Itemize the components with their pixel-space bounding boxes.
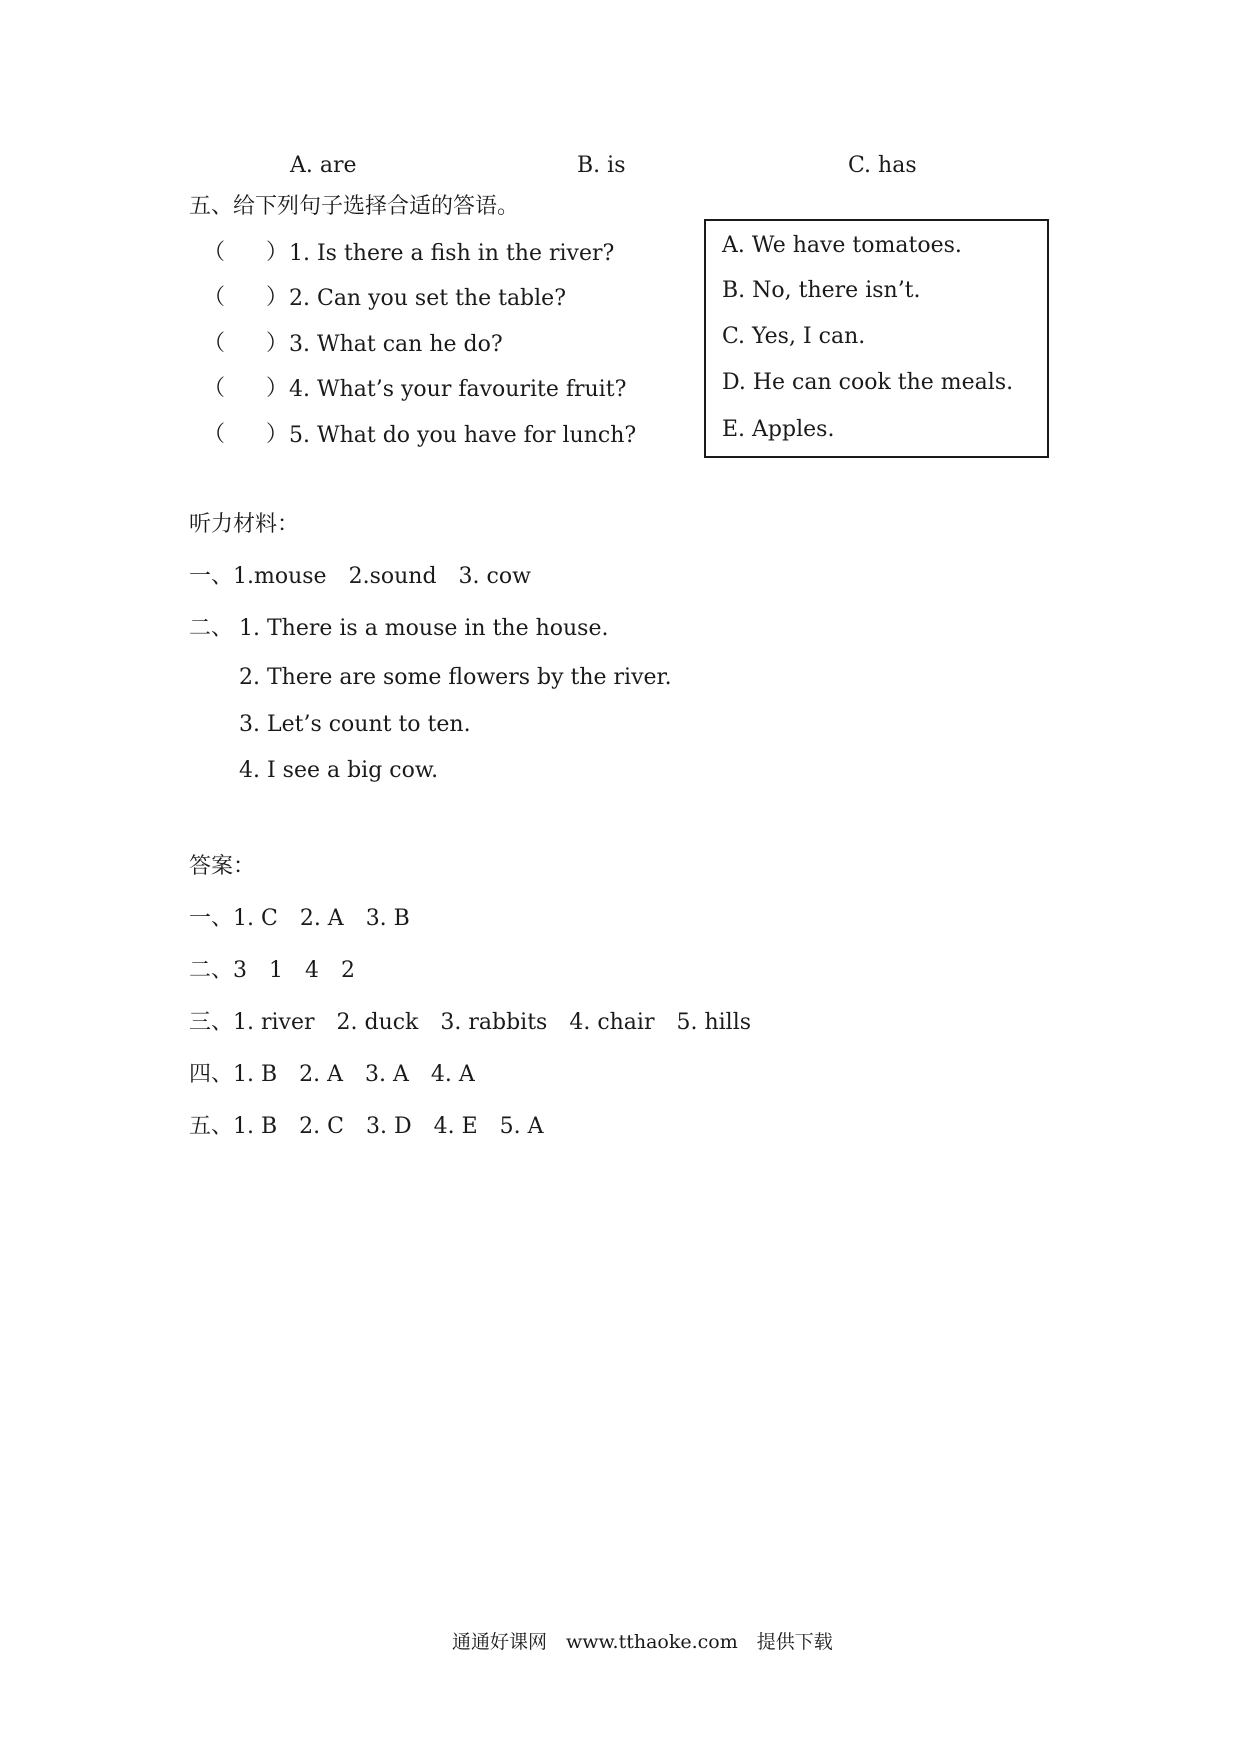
answer-line-3: 三、1. river 2. duck 3. rabbits 4. chair 5. hills <box>189 1010 752 1035</box>
footer-source: 通通好课网 www.tthaoke.com 提供下载 <box>452 1631 833 1653</box>
listening-sentence-4: 4. I see a big cow. <box>239 758 439 783</box>
question-3: 3. What can he do? <box>289 332 503 357</box>
listening-sentence-1: 1. There is a mouse in the house. <box>239 616 609 641</box>
prev-option-a: A. are <box>290 153 357 178</box>
option-a: A. We have tomatoes. <box>722 233 962 258</box>
answer-line-4: 四、1. B 2. A 3. A 4. A <box>189 1062 475 1087</box>
answer-options-box <box>704 219 1049 458</box>
question-1: 1. Is there a fish in the river? <box>289 241 615 266</box>
answer-blank-open: （ <box>203 422 226 447</box>
option-e: E. Apples. <box>722 417 835 442</box>
option-b: B. No, there isn’t. <box>722 278 921 303</box>
answer-blank-close: ） <box>266 422 289 447</box>
listening-title: 听力材料： <box>189 512 300 537</box>
prev-option-b: B. is <box>577 153 626 178</box>
answer-line-5: 五、1. B 2. C 3. D 4. E 5. A <box>189 1114 544 1139</box>
section5-heading: 五、给下列句子选择合适的答语。 <box>189 194 520 219</box>
prev-option-c: C. has <box>848 153 917 178</box>
listening-part1: 一、1.mouse 2.sound 3. cow <box>189 564 531 589</box>
question-4: 4. What’s your favourite fruit? <box>289 377 627 402</box>
option-c: C. Yes, I can. <box>722 324 866 349</box>
listening-sentence-3: 3. Let’s count to ten. <box>239 712 471 737</box>
answer-blank-open: （ <box>203 240 226 265</box>
listening-part2-prefix: 二、 <box>189 616 234 641</box>
answers-title: 答案： <box>189 854 256 879</box>
question-5: 5. What do you have for lunch? <box>289 423 637 448</box>
answer-blank-close: ） <box>266 240 289 265</box>
listening-sentence-2: 2. There are some flowers by the river. <box>239 665 672 690</box>
answer-line-1: 一、1. C 2. A 3. B <box>189 906 410 931</box>
answer-blank-close: ） <box>266 285 289 310</box>
option-d: D. He can cook the meals. <box>722 370 1014 395</box>
answer-blank-close: ） <box>266 331 289 356</box>
answer-blank-open: （ <box>203 376 226 401</box>
answer-blank-open: （ <box>203 331 226 356</box>
answer-blank-open: （ <box>203 285 226 310</box>
answer-blank-close: ） <box>266 376 289 401</box>
question-2: 2. Can you set the table? <box>289 286 566 311</box>
answer-line-2: 二、3 1 4 2 <box>189 958 355 983</box>
